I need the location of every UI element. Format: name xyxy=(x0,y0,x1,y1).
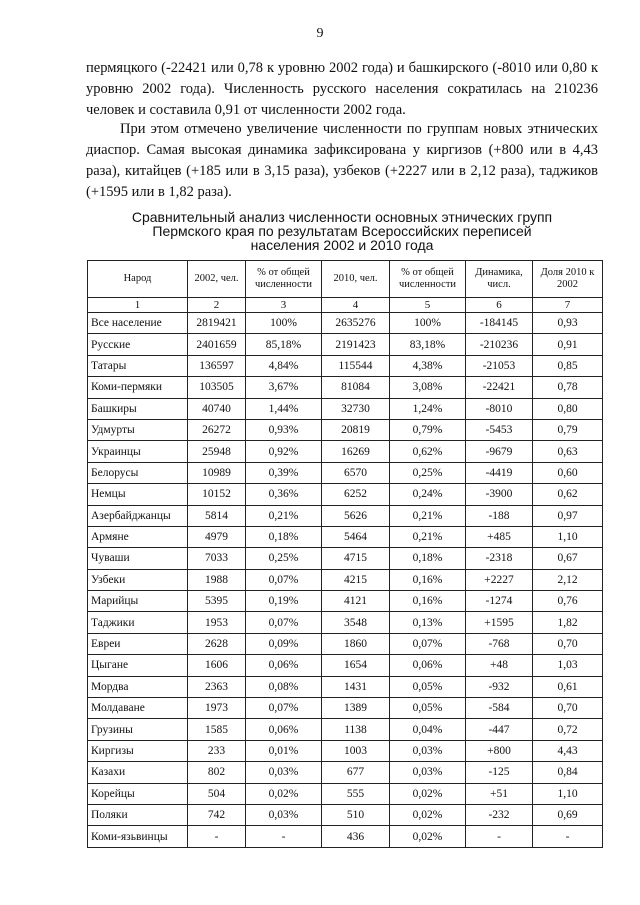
table-cell: -9679 xyxy=(466,441,533,462)
table-cell: 16269 xyxy=(322,441,390,462)
table-row xyxy=(88,655,603,676)
column-number: 3 xyxy=(246,298,322,313)
column-header: 2002, чел. xyxy=(188,261,246,298)
table-cell: 4979 xyxy=(188,526,246,547)
table-cell: 5626 xyxy=(322,505,390,526)
table-cell: 100% xyxy=(246,313,322,334)
table-cell: 0,05% xyxy=(390,676,466,697)
table-cell: 5814 xyxy=(188,505,246,526)
table-cell: 0,67 xyxy=(533,548,603,569)
table-cell: 0,09% xyxy=(246,633,322,654)
column-number: 7 xyxy=(533,298,603,313)
ethnic-group-name: Молдаване xyxy=(88,698,188,719)
table-cell: 0,13% xyxy=(390,612,466,633)
table-row xyxy=(88,826,603,847)
table-cell: 0,79% xyxy=(390,419,466,440)
table-cell: 0,62% xyxy=(390,441,466,462)
table-cell: 0,02% xyxy=(390,783,466,804)
table-row xyxy=(88,804,603,825)
table-cell: 0,76 xyxy=(533,591,603,612)
ethnic-group-name: Татары xyxy=(88,355,188,376)
table-cell: 2635276 xyxy=(322,313,390,334)
column-header: Народ xyxy=(88,261,188,298)
ethnic-group-name: Евреи xyxy=(88,633,188,654)
table-cell: 0,16% xyxy=(390,591,466,612)
table-row xyxy=(88,762,603,783)
table-cell: 81084 xyxy=(322,377,390,398)
table-cell: 4,43 xyxy=(533,740,603,761)
table-cell: 2191423 xyxy=(322,334,390,355)
ethnic-group-name: Коми-язьвинцы xyxy=(88,826,188,847)
table-cell: 0,36% xyxy=(246,484,322,505)
table-cell: +485 xyxy=(466,526,533,547)
table-cell: 0,61 xyxy=(533,676,603,697)
table-cell: 0,93% xyxy=(246,419,322,440)
table-cell: 0,80 xyxy=(533,398,603,419)
table-row xyxy=(88,633,603,654)
ethnic-group-name: Киргизы xyxy=(88,740,188,761)
column-number: 5 xyxy=(390,298,466,313)
table-cell: 5464 xyxy=(322,526,390,547)
table-cell: 0,78 xyxy=(533,377,603,398)
column-number-row xyxy=(88,298,603,313)
table-cell: 1953 xyxy=(188,612,246,633)
ethnic-group-name: Корейцы xyxy=(88,783,188,804)
table-cell: 0,04% xyxy=(390,719,466,740)
table-cell: 0,63 xyxy=(533,441,603,462)
paragraph-1: пермяцкого (-22421 или 0,78 к уровню 2002 года) и башкирского (-8010 или 0,80 к уровню 2002 года). Численность русского населения сократилась на 210236 человек и составила 0,91 от численности 2002 года. xyxy=(86,60,598,118)
table-title-line-2: Пермского края по результатам Всероссийских переписей xyxy=(152,223,532,239)
table-cell: 0,85 xyxy=(533,355,603,376)
table-cell: 1431 xyxy=(322,676,390,697)
table-cell: 1003 xyxy=(322,740,390,761)
table-cell: -932 xyxy=(466,676,533,697)
table-cell: 0,07% xyxy=(246,612,322,633)
table-cell: 1,44% xyxy=(246,398,322,419)
table-cell: 0,08% xyxy=(246,676,322,697)
table-cell: 0,16% xyxy=(390,569,466,590)
table-cell: -5453 xyxy=(466,419,533,440)
table-row xyxy=(88,484,603,505)
table-row xyxy=(88,334,603,355)
table-cell: 20819 xyxy=(322,419,390,440)
table-cell: 3,08% xyxy=(390,377,466,398)
ethnic-group-name: Все население xyxy=(88,313,188,334)
table-cell: 6252 xyxy=(322,484,390,505)
table-cell: 5395 xyxy=(188,591,246,612)
page-number: 9 xyxy=(316,26,324,41)
table-row xyxy=(88,676,603,697)
column-number: 2 xyxy=(188,298,246,313)
column-header: % от общей численности xyxy=(390,261,466,298)
table-cell: -584 xyxy=(466,698,533,719)
table-cell: 3548 xyxy=(322,612,390,633)
column-number: 4 xyxy=(322,298,390,313)
ethnic-group-name: Башкиры xyxy=(88,398,188,419)
table-cell: 2628 xyxy=(188,633,246,654)
table-cell: 0,79 xyxy=(533,419,603,440)
table-cell: 0,70 xyxy=(533,633,603,654)
table-cell: -4419 xyxy=(466,462,533,483)
ethnic-group-name: Мордва xyxy=(88,676,188,697)
table-row xyxy=(88,719,603,740)
table-cell: +48 xyxy=(466,655,533,676)
ethnic-group-name: Удмурты xyxy=(88,419,188,440)
table-cell: 677 xyxy=(322,762,390,783)
ethnic-group-name: Марийцы xyxy=(88,591,188,612)
paragraph-2: При этом отмечено увеличение численности по группам новых этнических диаспор. Самая высокая динамика зафиксирована у киргизов (+800 или в 4,43 раза), китайцев (+185 или в 3,15 раза), узбеков (+2227 или в 2,12 раза), таджиков (+1595 или в 1,82 раза). xyxy=(86,121,598,200)
table-cell: 0,05% xyxy=(390,698,466,719)
table-row xyxy=(88,698,603,719)
table-cell: 1,03 xyxy=(533,655,603,676)
table-cell: 2401659 xyxy=(188,334,246,355)
ethnic-group-name: Чуваши xyxy=(88,548,188,569)
table-row xyxy=(88,441,603,462)
table-cell: 0,01% xyxy=(246,740,322,761)
table-cell: 10989 xyxy=(188,462,246,483)
table-cell: +800 xyxy=(466,740,533,761)
table-cell: 1585 xyxy=(188,719,246,740)
table-cell: 25948 xyxy=(188,441,246,462)
table-cell: - xyxy=(246,826,322,847)
table-cell: 0,03% xyxy=(246,762,322,783)
ethnic-group-name: Украинцы xyxy=(88,441,188,462)
table-cell: 0,18% xyxy=(390,548,466,569)
column-number: 6 xyxy=(466,298,533,313)
table-cell: 0,03% xyxy=(246,804,322,825)
table-cell: - xyxy=(188,826,246,847)
ethnic-group-name: Цыгане xyxy=(88,655,188,676)
ethnic-group-name: Белорусы xyxy=(88,462,188,483)
table-cell: 504 xyxy=(188,783,246,804)
table-row xyxy=(88,548,603,569)
table-cell: 0,70 xyxy=(533,698,603,719)
ethnic-group-name: Поляки xyxy=(88,804,188,825)
table-cell: 32730 xyxy=(322,398,390,419)
table-row xyxy=(88,355,603,376)
table-cell: 0,21% xyxy=(246,505,322,526)
table-title-line-3: населения 2002 и 2010 года xyxy=(250,237,434,253)
table-cell: -125 xyxy=(466,762,533,783)
table-cell: 510 xyxy=(322,804,390,825)
table-row xyxy=(88,569,603,590)
table-cell: 1138 xyxy=(322,719,390,740)
table-cell: 0,24% xyxy=(390,484,466,505)
table-cell: 0,02% xyxy=(390,804,466,825)
table-cell: 436 xyxy=(322,826,390,847)
table-cell: -188 xyxy=(466,505,533,526)
table-cell: 6570 xyxy=(322,462,390,483)
table-cell: 0,39% xyxy=(246,462,322,483)
table-cell: 0,18% xyxy=(246,526,322,547)
table-cell: 0,91 xyxy=(533,334,603,355)
table-cell: -3900 xyxy=(466,484,533,505)
table-cell: 555 xyxy=(322,783,390,804)
table-cell: 1389 xyxy=(322,698,390,719)
ethnic-group-name: Азербайджанцы xyxy=(88,505,188,526)
table-cell: -447 xyxy=(466,719,533,740)
table-cell: 0,92% xyxy=(246,441,322,462)
table-cell: 2819421 xyxy=(188,313,246,334)
table-cell: 1,24% xyxy=(390,398,466,419)
table-cell: 0,19% xyxy=(246,591,322,612)
table-row xyxy=(88,505,603,526)
table-cell: 0,03% xyxy=(390,740,466,761)
table-row xyxy=(88,419,603,440)
table-cell: 0,03% xyxy=(390,762,466,783)
table-cell: 0,84 xyxy=(533,762,603,783)
table-cell: +2227 xyxy=(466,569,533,590)
table-cell: 0,21% xyxy=(390,505,466,526)
table-row xyxy=(88,462,603,483)
table-cell: 26272 xyxy=(188,419,246,440)
table-cell: 40740 xyxy=(188,398,246,419)
table-cell: 0,69 xyxy=(533,804,603,825)
ethnic-group-name: Таджики xyxy=(88,612,188,633)
table-header-row xyxy=(88,261,603,298)
table-cell: -184145 xyxy=(466,313,533,334)
table-cell: 0,25% xyxy=(390,462,466,483)
table-cell: 0,60 xyxy=(533,462,603,483)
table-title xyxy=(86,210,598,252)
ethnic-group-name: Коми-пермяки xyxy=(88,377,188,398)
table-cell: - xyxy=(466,826,533,847)
column-header: % от общей численности xyxy=(246,261,322,298)
table-cell: +51 xyxy=(466,783,533,804)
table-cell: 0,97 xyxy=(533,505,603,526)
table-cell: -22421 xyxy=(466,377,533,398)
table-cell: 0,02% xyxy=(390,826,466,847)
table-cell: 1606 xyxy=(188,655,246,676)
table-row xyxy=(88,612,603,633)
table-cell: - xyxy=(533,826,603,847)
table-row xyxy=(88,740,603,761)
table-cell: 4215 xyxy=(322,569,390,590)
table-cell: 1860 xyxy=(322,633,390,654)
table-row xyxy=(88,783,603,804)
table-title-line-1: Сравнительный анализ численности основных этнических групп xyxy=(131,209,553,225)
table-cell: 2363 xyxy=(188,676,246,697)
ethnic-group-name: Казахи xyxy=(88,762,188,783)
table-cell: -1274 xyxy=(466,591,533,612)
table-cell: 3,67% xyxy=(246,377,322,398)
table-cell: 2,12 xyxy=(533,569,603,590)
table-cell: 0,06% xyxy=(246,655,322,676)
table-cell: 0,06% xyxy=(246,719,322,740)
table-cell: 10152 xyxy=(188,484,246,505)
table-cell: 83,18% xyxy=(390,334,466,355)
table-row xyxy=(88,398,603,419)
ethnic-group-name: Немцы xyxy=(88,484,188,505)
column-number: 1 xyxy=(88,298,188,313)
table-cell: 1973 xyxy=(188,698,246,719)
table-cell: 802 xyxy=(188,762,246,783)
table-cell: 0,21% xyxy=(390,526,466,547)
table-cell: -210236 xyxy=(466,334,533,355)
table-cell: +1595 xyxy=(466,612,533,633)
ethnic-group-name: Армяне xyxy=(88,526,188,547)
table-cell: 4121 xyxy=(322,591,390,612)
table-cell: 233 xyxy=(188,740,246,761)
table-cell: 115544 xyxy=(322,355,390,376)
ethnic-group-name: Узбеки xyxy=(88,569,188,590)
table-cell: 4,84% xyxy=(246,355,322,376)
table-cell: 0,72 xyxy=(533,719,603,740)
table-cell: 1,82 xyxy=(533,612,603,633)
table-row xyxy=(88,526,603,547)
table-cell: -2318 xyxy=(466,548,533,569)
table-row xyxy=(88,591,603,612)
table-cell: 1,10 xyxy=(533,783,603,804)
table-row xyxy=(88,377,603,398)
table-cell: 1,10 xyxy=(533,526,603,547)
table-cell: 0,62 xyxy=(533,484,603,505)
table-cell: 1988 xyxy=(188,569,246,590)
table-cell: 0,06% xyxy=(390,655,466,676)
table-cell: 85,18% xyxy=(246,334,322,355)
table-cell: -21053 xyxy=(466,355,533,376)
table-cell: 0,25% xyxy=(246,548,322,569)
table-cell: -232 xyxy=(466,804,533,825)
table-cell: -8010 xyxy=(466,398,533,419)
table-cell: 742 xyxy=(188,804,246,825)
table-cell: 0,02% xyxy=(246,783,322,804)
table-row xyxy=(88,313,603,334)
ethnic-group-name: Русские xyxy=(88,334,188,355)
table-cell: 4,38% xyxy=(390,355,466,376)
ethnic-group-name: Грузины xyxy=(88,719,188,740)
table-cell: 7033 xyxy=(188,548,246,569)
ethnic-groups-table xyxy=(87,260,603,848)
table-cell: 103505 xyxy=(188,377,246,398)
table-cell: -768 xyxy=(466,633,533,654)
column-header: Доля 2010 к 2002 xyxy=(533,261,603,298)
table-cell: 0,07% xyxy=(246,569,322,590)
table-cell: 4715 xyxy=(322,548,390,569)
column-header: 2010, чел. xyxy=(322,261,390,298)
table-cell: 0,07% xyxy=(246,698,322,719)
table-cell: 1654 xyxy=(322,655,390,676)
table-cell: 100% xyxy=(390,313,466,334)
table-body xyxy=(88,313,603,848)
table-cell: 0,93 xyxy=(533,313,603,334)
table-cell: 0,07% xyxy=(390,633,466,654)
column-header: Динамика, числ. xyxy=(466,261,533,298)
table-cell: 136597 xyxy=(188,355,246,376)
